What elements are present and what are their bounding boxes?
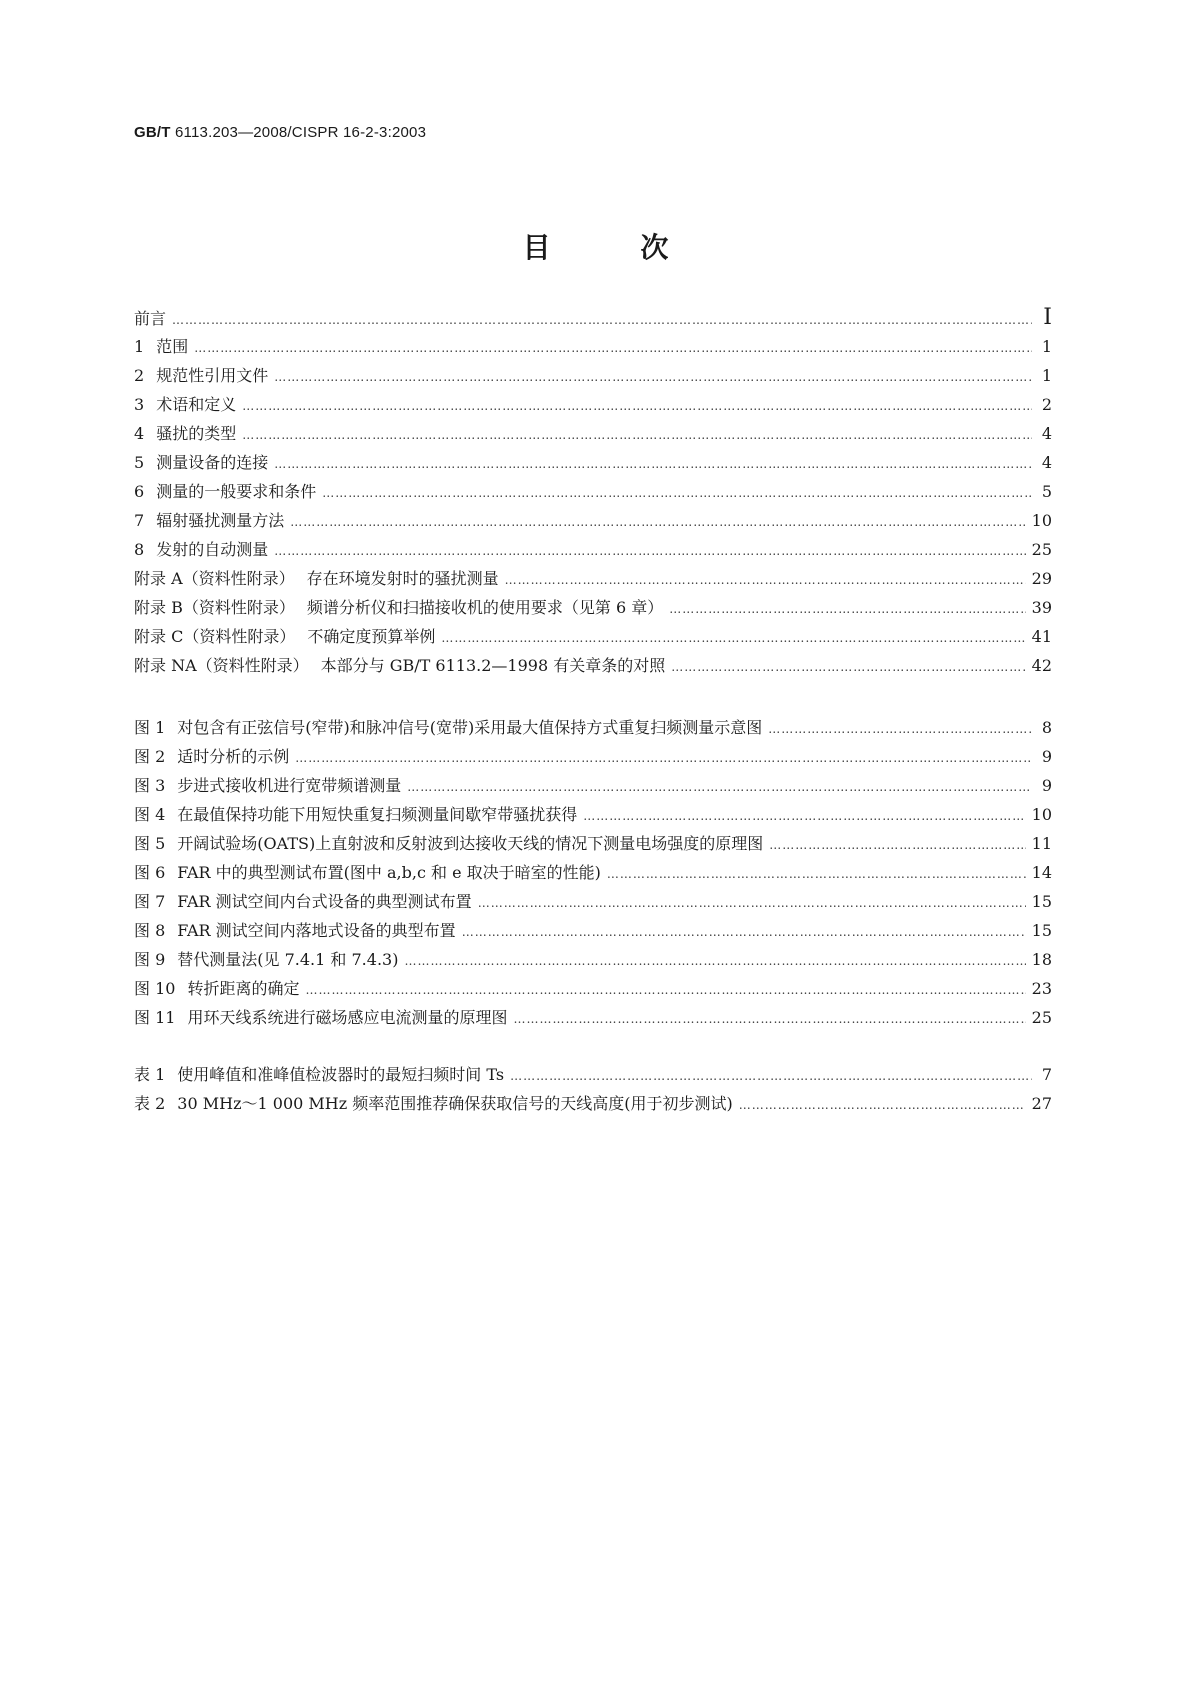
leader-dots bbox=[462, 919, 1026, 945]
toc-entry-title: 范围 bbox=[156, 337, 189, 356]
toc-entry-page: 1 bbox=[1041, 366, 1052, 385]
leader-dots bbox=[404, 948, 1025, 974]
figure-entry-prefix: 图 1 bbox=[134, 718, 166, 737]
leader-dots bbox=[510, 1063, 1032, 1089]
figure-entry-prefix: 图 7 bbox=[134, 892, 166, 911]
table-entry-title: 使用峰值和准峰值检波器时的最短扫频时间 Ts bbox=[177, 1065, 505, 1084]
toc-entry-page: 29 bbox=[1031, 569, 1052, 588]
leader-dots bbox=[242, 422, 1032, 448]
toc-entry-prefix: 7 bbox=[134, 511, 145, 530]
toc-entry-annex-b[interactable] bbox=[134, 595, 1052, 621]
toc-entry-annex-a[interactable] bbox=[134, 566, 1052, 592]
standard-number bbox=[134, 124, 426, 141]
figure-entry-prefix: 图 10 bbox=[134, 979, 176, 998]
table-entry-prefix: 表 2 bbox=[134, 1094, 166, 1113]
toc-entry-prefix: 8 bbox=[134, 540, 145, 559]
figure-entry-page: 14 bbox=[1031, 863, 1052, 882]
figure-entry-prefix: 图 4 bbox=[134, 805, 166, 824]
toc-entry[interactable] bbox=[134, 392, 1052, 418]
leader-dots bbox=[242, 393, 1032, 419]
toc-entry-page: 42 bbox=[1031, 656, 1052, 675]
standard-prefix: GB/T bbox=[134, 124, 171, 141]
toc-entry-prefix: 4 bbox=[134, 424, 145, 443]
table-entry-title: 30 MHz～1 000 MHz 频率范围推荐确保获取信号的天线高度(用于初步测试) bbox=[177, 1094, 733, 1113]
toc-entry-title: 本部分与 GB/T 6113.2—1998 有关章条的对照 bbox=[320, 656, 666, 675]
figure-entry-title: 适时分析的示例 bbox=[177, 747, 290, 766]
toc-entry-page: 4 bbox=[1041, 424, 1052, 443]
toc-entry-title: 规范性引用文件 bbox=[156, 366, 269, 385]
toc-entry-title: 术语和定义 bbox=[156, 395, 237, 414]
toc-entry-prefix: 2 bbox=[134, 366, 145, 385]
figure-entry-prefix: 图 5 bbox=[134, 834, 166, 853]
toc-entry-annex-c[interactable] bbox=[134, 624, 1052, 650]
leader-dots bbox=[322, 480, 1032, 506]
toc-entry-page: 39 bbox=[1031, 598, 1052, 617]
toc-entry-prefix: 1 bbox=[134, 337, 145, 356]
leader-dots bbox=[769, 832, 1025, 858]
table-entry-page: 7 bbox=[1041, 1065, 1052, 1084]
toc-entry-title: 存在环境发射时的骚扰测量 bbox=[306, 569, 499, 588]
toc-entry-prefix: 5 bbox=[134, 453, 145, 472]
toc-entry[interactable] bbox=[134, 421, 1052, 447]
leader-dots bbox=[671, 654, 1025, 680]
leader-dots bbox=[274, 364, 1032, 390]
toc-entry-title: 辐射骚扰测量方法 bbox=[156, 511, 285, 530]
figure-entry-page: 8 bbox=[1041, 718, 1052, 737]
toc-entry-page: 41 bbox=[1031, 627, 1052, 646]
figure-entry-prefix: 图 2 bbox=[134, 747, 166, 766]
figure-entry-title: 替代测量法(见 7.4.1 和 7.4.3) bbox=[177, 950, 399, 969]
toc-entry-title: 测量设备的连接 bbox=[156, 453, 269, 472]
toc-entry-page: 1 bbox=[1041, 337, 1052, 356]
figure-entry-page: 15 bbox=[1031, 921, 1052, 940]
leader-dots bbox=[172, 307, 1032, 333]
toc-entry-prefix: 附录 C（资料性附录） bbox=[134, 627, 296, 646]
leader-dots bbox=[305, 977, 1025, 1003]
toc-entry-title: 频谱分析仪和扫描接收机的使用要求（见第 6 章） bbox=[306, 598, 664, 617]
figure-entry-title: 对包含有正弦信号(窄带)和脉冲信号(宽带)采用最大值保持方式重复扫频测量示意图 bbox=[177, 718, 763, 737]
figure-entry[interactable] bbox=[134, 831, 1052, 857]
figure-entry[interactable] bbox=[134, 715, 1052, 741]
figure-entry-page: 18 bbox=[1031, 950, 1052, 969]
figure-entry-page: 25 bbox=[1031, 1008, 1052, 1027]
leader-dots bbox=[607, 861, 1026, 887]
toc-entry-prefix: 6 bbox=[134, 482, 145, 501]
toc-entry[interactable] bbox=[134, 537, 1052, 563]
toc-entry-page: 2 bbox=[1041, 395, 1052, 414]
toc-entry[interactable] bbox=[134, 450, 1052, 476]
toc-entry-page: Ⅰ bbox=[1043, 305, 1052, 330]
page-title: 目 次 bbox=[522, 231, 709, 264]
leader-dots bbox=[441, 625, 1025, 651]
figure-entry[interactable] bbox=[134, 976, 1052, 1002]
figure-entry[interactable] bbox=[134, 744, 1052, 770]
figure-entry-page: 11 bbox=[1031, 834, 1052, 853]
toc-entry-prefix: 附录 B（资料性附录） bbox=[134, 598, 295, 617]
toc-entry-page: 4 bbox=[1041, 453, 1052, 472]
toc-entry-annex-na[interactable] bbox=[134, 653, 1052, 679]
figure-entry[interactable] bbox=[134, 918, 1052, 944]
leader-dots bbox=[583, 803, 1025, 829]
figure-entry-page: 9 bbox=[1041, 747, 1052, 766]
toc-entry-prefix: 附录 NA（资料性附录） bbox=[134, 656, 309, 675]
figure-entry[interactable] bbox=[134, 947, 1052, 973]
figure-entry-prefix: 图 8 bbox=[134, 921, 166, 940]
toc-entry-prefix: 附录 A（资料性附录） bbox=[134, 569, 295, 588]
figure-entry-page: 10 bbox=[1031, 805, 1052, 824]
table-entry-page: 27 bbox=[1031, 1094, 1052, 1113]
toc-entry-page: 25 bbox=[1031, 540, 1052, 559]
figure-entry-page: 9 bbox=[1041, 776, 1052, 795]
leader-dots bbox=[274, 538, 1025, 564]
leader-dots bbox=[739, 1092, 1026, 1118]
toc-entry-title: 不确定度预算举例 bbox=[307, 627, 436, 646]
figure-entry[interactable] bbox=[134, 802, 1052, 828]
leader-dots bbox=[478, 890, 1026, 916]
figure-entry-title: FAR 中的典型测试布置(图中 a,b,c 和 e 取决于暗室的性能) bbox=[177, 863, 601, 882]
figure-entry-title: 转折距离的确定 bbox=[187, 979, 300, 998]
figure-entry-page: 23 bbox=[1031, 979, 1052, 998]
leader-dots bbox=[290, 509, 1025, 535]
figure-entry-prefix: 图 9 bbox=[134, 950, 166, 969]
toc-entry[interactable] bbox=[134, 363, 1052, 389]
figure-entry-title: FAR 测试空间内落地式设备的典型布置 bbox=[177, 921, 456, 940]
leader-dots bbox=[274, 451, 1032, 477]
leader-dots bbox=[669, 596, 1025, 622]
figure-entry-title: 开阔试验场(OATS)上直射波和反射波到达接收天线的情况下测量电场强度的原理图 bbox=[177, 834, 764, 853]
leader-dots bbox=[295, 745, 1032, 771]
toc-entry[interactable] bbox=[134, 479, 1052, 505]
figure-entry-title: 在最值保持功能下用短快重复扫频测量间歇窄带骚扰获得 bbox=[177, 805, 578, 824]
leader-dots bbox=[505, 567, 1026, 593]
figure-entry-title: 用环天线系统进行磁场感应电流测量的原理图 bbox=[187, 1008, 508, 1027]
toc-entry-title: 测量的一般要求和条件 bbox=[156, 482, 317, 501]
table-entry-prefix: 表 1 bbox=[134, 1065, 166, 1084]
figure-entry[interactable] bbox=[134, 773, 1052, 799]
figure-entry-title: FAR 测试空间内台式设备的典型测试布置 bbox=[177, 892, 472, 911]
toc-entry[interactable] bbox=[134, 508, 1052, 534]
figure-entry[interactable] bbox=[134, 1005, 1052, 1031]
figure-entry-title: 步进式接收机进行宽带频谱测量 bbox=[177, 776, 402, 795]
leader-dots bbox=[513, 1006, 1025, 1032]
toc-entry[interactable] bbox=[134, 334, 1052, 360]
toc-entry-prefix: 3 bbox=[134, 395, 145, 414]
toc-entry-title: 骚扰的类型 bbox=[156, 424, 237, 443]
toc-entry-page: 5 bbox=[1041, 482, 1052, 501]
leader-dots bbox=[194, 335, 1032, 361]
toc-entry-title: 发射的自动测量 bbox=[156, 540, 269, 559]
figure-entry-prefix: 图 3 bbox=[134, 776, 166, 795]
leader-dots bbox=[768, 716, 1032, 742]
toc-entry-page: 10 bbox=[1031, 511, 1052, 530]
standard-code: 6113.203—2008/CISPR 16-2-3:2003 bbox=[175, 124, 427, 141]
figure-entry-prefix: 图 6 bbox=[134, 863, 166, 882]
leader-dots bbox=[407, 774, 1032, 800]
figure-entry[interactable] bbox=[134, 889, 1052, 915]
figure-entry-prefix: 图 11 bbox=[134, 1008, 176, 1027]
table-entry[interactable] bbox=[134, 1062, 1052, 1088]
toc-entry-prefix: 前言 bbox=[134, 309, 167, 328]
figure-entry-page: 15 bbox=[1031, 892, 1052, 911]
table-entry[interactable] bbox=[134, 1091, 1052, 1117]
figure-entry[interactable] bbox=[134, 860, 1052, 886]
toc-entry-foreword[interactable] bbox=[134, 305, 1052, 331]
